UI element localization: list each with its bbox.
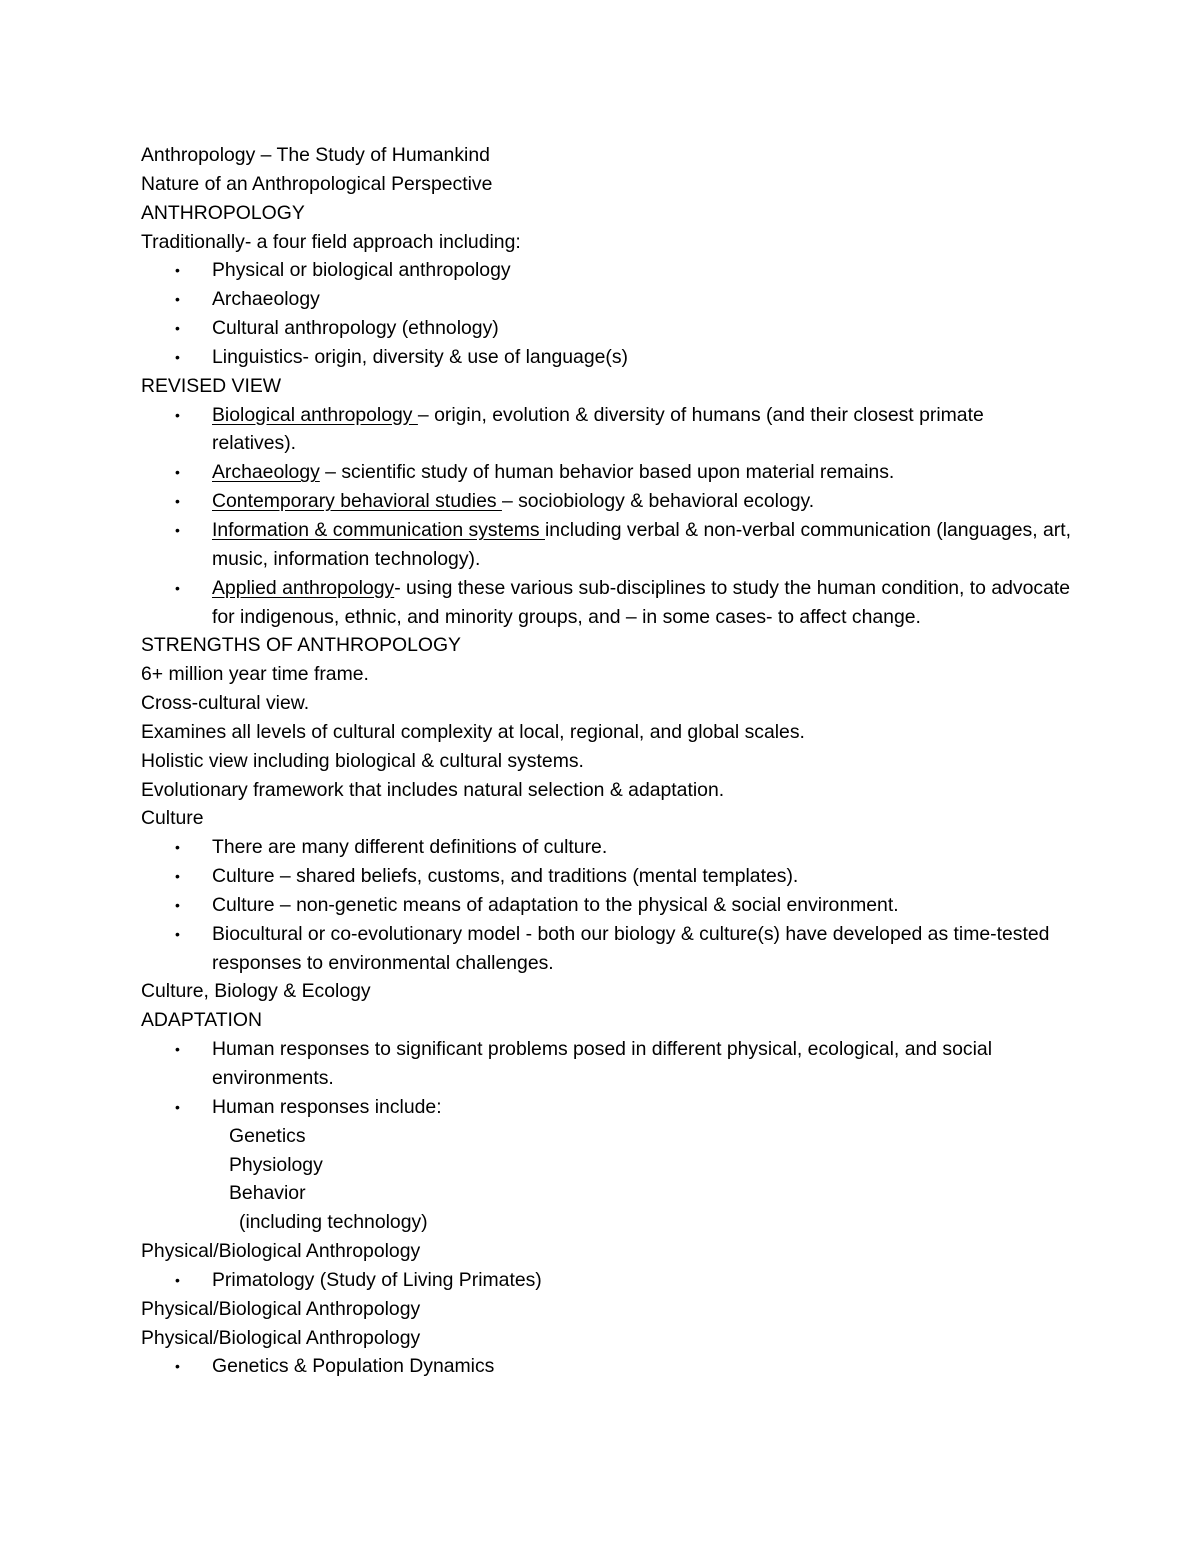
four-fields-list bbox=[141, 256, 1071, 371]
term: Biological anthropology bbox=[212, 403, 418, 426]
bullet-icon: • bbox=[175, 896, 180, 913]
strength-line: 6+ million year time frame. bbox=[141, 663, 369, 686]
bullet-icon: • bbox=[175, 579, 180, 596]
list-item: • Culture – non-genetic means of adaptation to the physical & social environment. bbox=[141, 891, 1071, 920]
list-item: • Information & communication systems including verbal & non-verbal communication (languages, art, music, information technology). bbox=[141, 516, 1071, 574]
list-item: • Contemporary behavioral studies – sociobiology & behavioral ecology. bbox=[141, 487, 1071, 516]
response-note: (including technology) bbox=[239, 1211, 428, 1234]
list-item: • Physical or biological anthropology bbox=[141, 256, 1071, 285]
bullet-icon: • bbox=[175, 868, 180, 885]
list-item: • Biological anthropology – origin, evolution & diversity of humans (and their closest primate relatives). bbox=[141, 401, 1071, 459]
bullet-icon: • bbox=[175, 493, 180, 510]
bullet-icon: • bbox=[175, 839, 180, 856]
bullet-icon: • bbox=[175, 406, 180, 423]
adaptation-list bbox=[141, 1035, 1071, 1122]
culture-biology-heading: Culture, Biology & Ecology bbox=[141, 980, 371, 1003]
strength-line: Holistic view including biological & cultural systems. bbox=[141, 749, 584, 772]
bullet-icon: • bbox=[175, 925, 180, 942]
document-title: Anthropology – The Study of Humankind bbox=[141, 144, 490, 166]
term: Contemporary behavioral studies bbox=[212, 490, 502, 513]
document-body bbox=[141, 141, 1071, 1381]
revised-view-list bbox=[141, 401, 1071, 632]
revised-view-heading: REVISED VIEW bbox=[141, 374, 282, 397]
genetics-list bbox=[141, 1352, 1071, 1381]
list-item: • Biocultural or co-evolutionary model - both our biology & culture(s) have developed as time-tested responses to environmental challenges. bbox=[141, 920, 1071, 978]
response-item: Behavior bbox=[229, 1182, 306, 1205]
bullet-icon: • bbox=[175, 1041, 180, 1058]
bullet-icon: • bbox=[175, 291, 180, 308]
strengths-heading: STRENGTHS OF ANTHROPOLOGY bbox=[141, 634, 461, 657]
list-item: • Cultural anthropology (ethnology) bbox=[141, 314, 1071, 343]
adaptation-heading: ADAPTATION bbox=[141, 1009, 263, 1032]
bullet-icon: • bbox=[175, 464, 180, 481]
culture-heading: Culture bbox=[141, 807, 204, 830]
term: Applied anthropology bbox=[212, 576, 395, 599]
list-item: • Applied anthropology- using these various sub-disciplines to study the human condition, to advocate for indigenous, ethnic, and minority groups, and – in some cases- to affect change. bbox=[141, 574, 1071, 632]
anthropology-intro: Traditionally- a four field approach including: bbox=[141, 230, 521, 253]
culture-list bbox=[141, 833, 1071, 977]
bullet-icon: • bbox=[175, 262, 180, 279]
anthropology-heading: ANTHROPOLOGY bbox=[141, 201, 305, 224]
bullet-icon: • bbox=[175, 348, 180, 365]
strength-line: Evolutionary framework that includes natural selection & adaptation. bbox=[141, 778, 725, 801]
physical-heading: Physical/Biological Anthropology bbox=[141, 1326, 421, 1349]
list-item: • Linguistics- origin, diversity & use of language(s) bbox=[141, 343, 1071, 372]
term: Archaeology bbox=[212, 461, 320, 484]
list-item: • Primatology (Study of Living Primates) bbox=[141, 1266, 1071, 1295]
list-item: • Human responses include: bbox=[141, 1093, 1071, 1122]
physical-heading: Physical/Biological Anthropology bbox=[141, 1297, 421, 1320]
primatology-list bbox=[141, 1266, 1071, 1295]
physical-heading: Physical/Biological Anthropology bbox=[141, 1240, 421, 1263]
list-item: • There are many different definitions of culture. bbox=[141, 833, 1071, 862]
term: Information & communication systems bbox=[212, 518, 545, 541]
response-item: Physiology bbox=[229, 1153, 323, 1176]
bullet-icon: • bbox=[175, 1098, 180, 1115]
bullet-icon: • bbox=[175, 320, 180, 337]
response-item: Genetics bbox=[229, 1124, 306, 1147]
strength-line: Cross-cultural view. bbox=[141, 692, 310, 715]
list-item: • Archaeology – scientific study of human behavior based upon material remains. bbox=[141, 458, 1071, 487]
list-item: • Human responses to significant problems posed in different physical, ecological, and social environments. bbox=[141, 1035, 1071, 1093]
list-item: • Culture – shared beliefs, customs, and traditions (mental templates). bbox=[141, 862, 1071, 891]
strength-line: Examines all levels of cultural complexity at local, regional, and global scales. bbox=[141, 720, 805, 743]
list-item: • Archaeology bbox=[141, 285, 1071, 314]
bullet-icon: • bbox=[175, 521, 180, 538]
list-item: • Genetics & Population Dynamics bbox=[141, 1352, 1071, 1381]
document-subtitle: Nature of an Anthropological Perspective bbox=[141, 172, 493, 195]
bullet-icon: • bbox=[175, 1358, 180, 1375]
bullet-icon: • bbox=[175, 1271, 180, 1288]
